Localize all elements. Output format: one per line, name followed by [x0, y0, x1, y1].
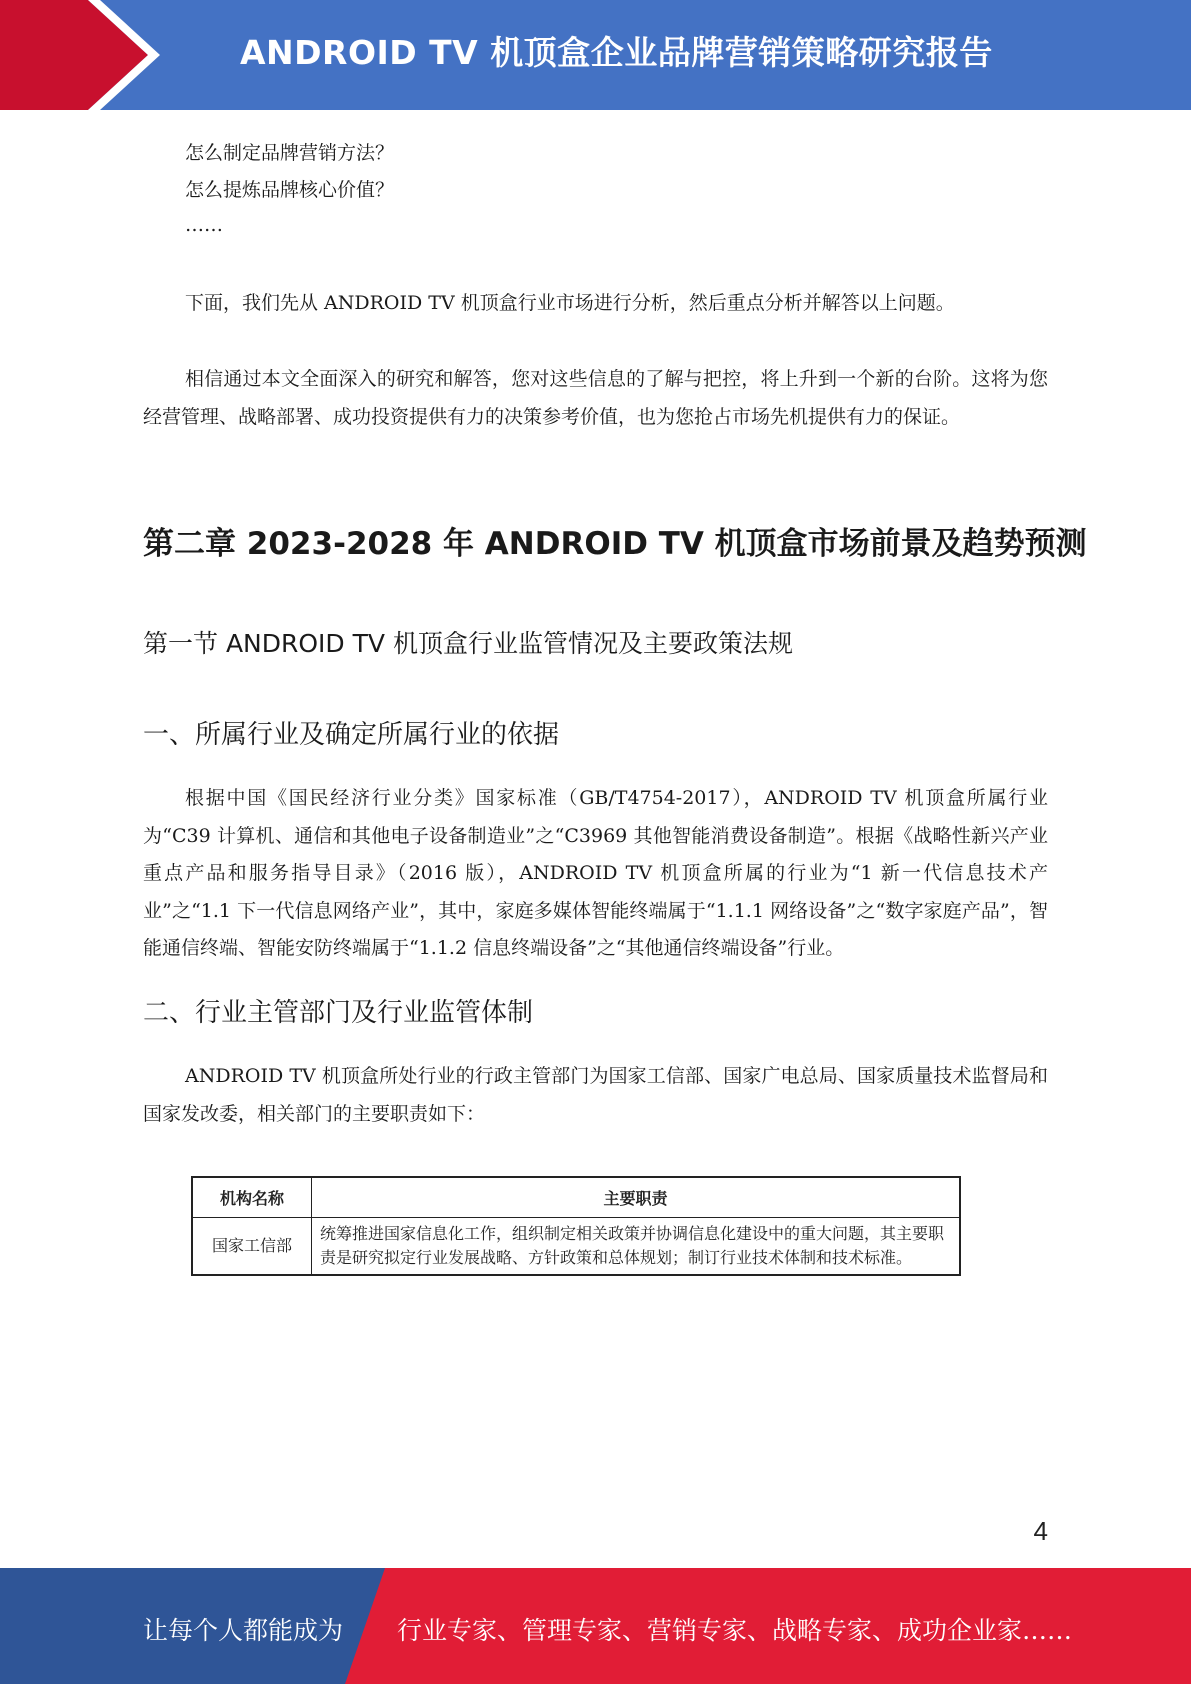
subsection-heading-2: 二、行业主管部门及行业监管体制 — [143, 998, 534, 1028]
subsection-paragraph-1: 根据中国《国民经济行业分类》国家标准（GB/T4754-2017），ANDROID TV 机顶盒所属行业为“C39 计算机、通信和其他电子设备制造业”之“C3969 其他智能消费设备制造”。根据《战略性新兴产业重点产品和服务指导目录》（2016 版），ANDROID TV 机顶盒所属的行业为“1 新一代信息技术产业”之“1.1 下一代信息网络产业”，其中，家庭多媒体智能终端属于“1.1.1 网络设备”之“数字家庭产品”，智能通信终端、智能安防终端属于“1.1.2 信息终端设备”之“其他通信终端设备”行业。 — [143, 787, 1048, 959]
authority-duties-table — [191, 1176, 961, 1276]
report-title: ANDROID TV 机顶盒企业品牌营销策略研究报告 — [240, 33, 993, 72]
footer-slogan-right: 行业专家、管理专家、营销专家、战略专家、成功企业家…… — [397, 1616, 1073, 1645]
page-header — [0, 0, 1191, 110]
page-number: 4 — [1033, 1516, 1048, 1546]
intro-paragraph-1: 下面，我们先从 ANDROID TV 机顶盒行业市场进行分析，然后重点分析并解答以上问题。 — [185, 292, 955, 314]
subsection-paragraph-2: ANDROID TV 机顶盒所处行业的行政主管部门为国家工信部、国家广电总局、国家质量技术监督局和国家发改委，相关部门的主要职责如下： — [143, 1065, 1048, 1125]
table-header-cell: 机构名称 — [192, 1177, 312, 1218]
table-row — [192, 1218, 960, 1276]
chapter-heading: 第二章 2023-2028 年 ANDROID TV 机顶盒市场前景及趋势预测 — [143, 526, 1087, 562]
intro-question-2: 怎么提炼品牌核心价值？ — [185, 179, 395, 201]
table-cell-name: 国家工信部 — [192, 1218, 312, 1276]
intro-question-1: 怎么制定品牌营销方法？ — [185, 142, 395, 164]
table-cell-duty: 统筹推进国家信息化工作，组织制定相关政策并协调信息化建设中的重大问题，其主要职责是研究拟定行业发展战略、方针政策和总体规划；制订行业技术体制和技术标准。 — [312, 1218, 961, 1276]
table-header-row — [192, 1177, 960, 1218]
page-footer — [0, 1568, 1191, 1684]
subsection-heading-1: 一、所属行业及确定所属行业的依据 — [143, 720, 560, 750]
table-header-cell: 主要职责 — [312, 1177, 961, 1218]
footer-slogan-left: 让每个人都能成为 — [143, 1616, 344, 1645]
intro-paragraph-2: 相信通过本文全面深入的研究和解答，您对这些信息的了解与把控，将上升到一个新的台阶。这将为您经营管理、战略部署、成功投资提供有力的决策参考价值，也为您抢占市场先机提供有力的保证。 — [143, 368, 1048, 428]
header-red-arrow-decoration — [0, 0, 160, 110]
intro-ellipsis: …… — [185, 214, 223, 236]
section-heading: 第一节 ANDROID TV 机顶盒行业监管情况及主要政策法规 — [143, 629, 793, 658]
